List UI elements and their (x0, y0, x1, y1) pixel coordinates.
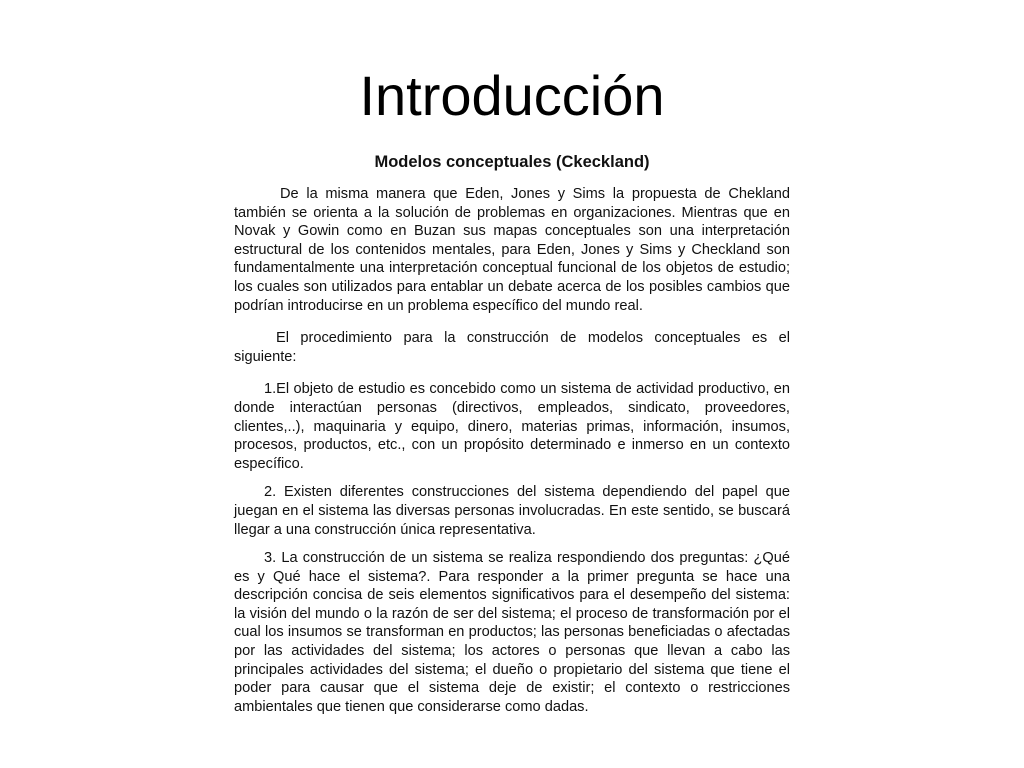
slide-title: Introducción (359, 64, 665, 127)
document-list-item-1: 1.El objeto de estudio es concebido como un sistema de actividad productivo, en donde interactúan personas (directivos, empleados, sindicato, proveedores, clientes,..), maquinaria y equipo, dinero, materias primas, información, insumos, procesos, productos, etc., con un propósito determinado e inmerso en un contexto específico. (234, 381, 790, 472)
document-paragraph-procedure: El procedimiento para la construcción de modelos conceptuales es el siguiente: (234, 330, 790, 365)
document-heading: Modelos conceptuales (Ckeckland) (374, 153, 650, 171)
scanned-document (234, 152, 790, 726)
document-list-item-3: 3. La construcción de un sistema se realiza respondiendo dos preguntas: ¿Qué es y Qué hace el sistema?. Para responder a la primer pregunta se hace una descripción concisa de seis elementos significativos para el desempeño del sistema: la visión del mundo o la razón de ser del sistema; el proceso de transformación por el cual los insumos se transforman en productos; las personas beneficiadas o afectadas por las actividades del sistema; los actores o personas que llevan a cabo las principales actividades del sistema; el dueño o propietario del sistema que tiene el poder para causar que el sistema deje de existir; el contexto o restricciones ambientales que tienen que considerarse como dadas. (234, 550, 790, 715)
document-paragraph-intro: De la misma manera que Eden, Jones y Sims la propuesta de Chekland también se orienta a la solución de problemas en organizaciones. Mientras que en Novak y Gowin como en Buzan sus mapas conceptuales son una interpretación estructural de los contenidos mentales, para Eden, Jones y Sims y Checkland son fundamentalmente una interpretación conceptual funcional de los objetos de estudio; los cuales son utilizados para entablar un debate acerca de los posibles cambios que podrían introducirse en un problema específico del mundo real. (234, 186, 790, 314)
document-list-item-2: 2. Existen diferentes construcciones del sistema dependiendo del papel que juegan en el sistema las diversas personas involucradas. En este sentido, se buscará llegar a una construcción única representativa. (234, 484, 790, 538)
